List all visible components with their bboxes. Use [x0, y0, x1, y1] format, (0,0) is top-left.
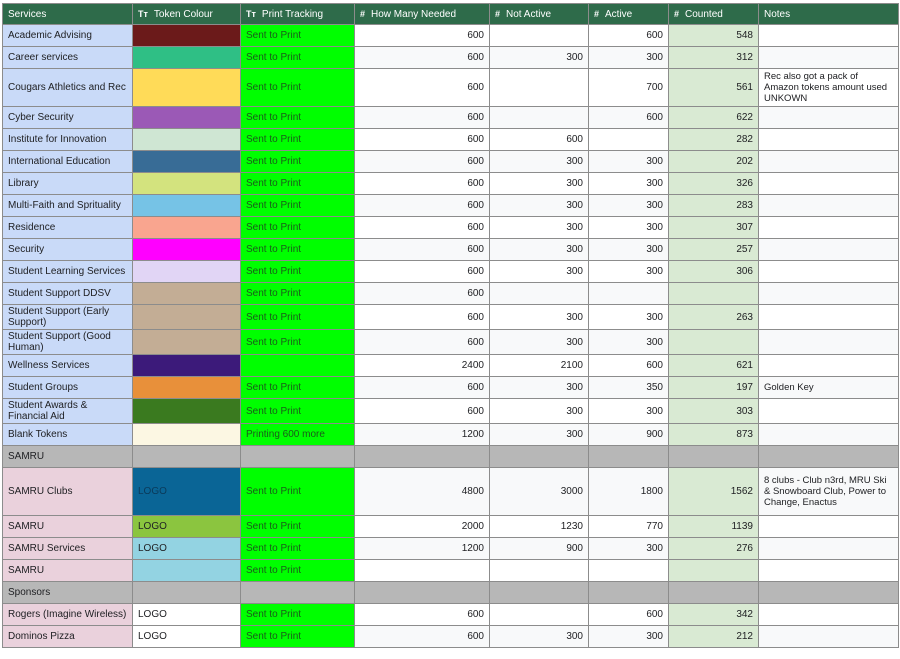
table-row — [3, 129, 899, 151]
token-colour-cell[interactable] — [133, 261, 241, 283]
print-tracking-cell[interactable]: Sent to Print — [241, 560, 355, 582]
how-many-needed-cell[interactable]: 600 — [355, 239, 490, 261]
section-empty-cell[interactable] — [241, 582, 355, 604]
notes-cell[interactable] — [759, 217, 899, 239]
not-active-cell[interactable]: 300 — [490, 217, 589, 239]
how-many-needed-cell[interactable]: 4800 — [355, 468, 490, 516]
table-row — [3, 516, 899, 538]
print-tracking-cell[interactable]: Sent to Print — [241, 330, 355, 355]
table-row — [3, 424, 899, 446]
not-active-cell[interactable]: 2100 — [490, 355, 589, 377]
table-row — [3, 626, 899, 648]
print-tracking-cell[interactable]: Sent to Print — [241, 195, 355, 217]
active-cell[interactable]: 300 — [589, 239, 669, 261]
token-colour-cell[interactable] — [133, 560, 241, 582]
table-row — [3, 47, 899, 69]
service-cell[interactable]: Library — [3, 173, 133, 195]
notes-cell[interactable] — [759, 330, 899, 355]
active-cell[interactable]: 600 — [589, 107, 669, 129]
token-colour-cell[interactable]: LOGO — [133, 538, 241, 560]
notes-cell[interactable] — [759, 399, 899, 424]
token-colour-cell[interactable]: LOGO — [133, 626, 241, 648]
how-many-needed-cell[interactable]: 600 — [355, 129, 490, 151]
print-tracking-cell[interactable]: Sent to Print — [241, 468, 355, 516]
counted-cell[interactable]: 342 — [669, 604, 759, 626]
active-cell[interactable]: 600 — [589, 25, 669, 47]
token-colour-cell[interactable] — [133, 25, 241, 47]
print-tracking-cell[interactable]: Sent to Print — [241, 69, 355, 107]
not-active-cell[interactable]: 3000 — [490, 468, 589, 516]
active-cell[interactable]: 300 — [589, 217, 669, 239]
number-type-icon: # — [674, 8, 680, 19]
section-empty-cell[interactable] — [759, 446, 899, 468]
table-row — [3, 217, 899, 239]
active-cell[interactable]: 770 — [589, 516, 669, 538]
how-many-needed-cell[interactable]: 600 — [355, 305, 490, 330]
not-active-cell[interactable] — [490, 560, 589, 582]
service-cell[interactable]: SAMRU — [3, 516, 133, 538]
counted-cell[interactable]: 307 — [669, 217, 759, 239]
how-many-needed-cell[interactable] — [355, 560, 490, 582]
how-many-needed-cell[interactable]: 1200 — [355, 424, 490, 446]
how-many-needed-cell[interactable]: 600 — [355, 47, 490, 69]
section-empty-cell[interactable] — [355, 582, 490, 604]
number-type-icon: # — [360, 8, 366, 19]
section-empty-cell[interactable] — [589, 582, 669, 604]
token-colour-cell[interactable]: LOGO — [133, 516, 241, 538]
notes-cell[interactable] — [759, 355, 899, 377]
notes-cell[interactable] — [759, 283, 899, 305]
service-cell[interactable]: International Education — [3, 151, 133, 173]
token-colour-cell[interactable] — [133, 283, 241, 305]
not-active-cell[interactable] — [490, 107, 589, 129]
section-empty-cell[interactable] — [355, 446, 490, 468]
table-row — [3, 305, 899, 330]
service-cell[interactable]: Academic Advising — [3, 25, 133, 47]
print-tracking-cell[interactable]: Sent to Print — [241, 516, 355, 538]
service-cell[interactable]: Student Awards & Financial Aid — [3, 399, 133, 424]
counted-cell[interactable] — [669, 330, 759, 355]
not-active-cell[interactable]: 300 — [490, 47, 589, 69]
notes-cell[interactable] — [759, 626, 899, 648]
service-cell[interactable]: Student Support DDSV — [3, 283, 133, 305]
active-cell[interactable]: 300 — [589, 151, 669, 173]
table-row — [3, 261, 899, 283]
table-row — [3, 25, 899, 47]
print-tracking-cell[interactable]: Sent to Print — [241, 217, 355, 239]
section-label[interactable]: Sponsors — [3, 582, 133, 604]
active-cell[interactable]: 300 — [589, 330, 669, 355]
counted-cell[interactable] — [669, 560, 759, 582]
not-active-cell[interactable]: 300 — [490, 626, 589, 648]
counted-cell[interactable]: 1139 — [669, 516, 759, 538]
counted-cell[interactable]: 1562 — [669, 468, 759, 516]
service-cell[interactable]: Residence — [3, 217, 133, 239]
counted-cell[interactable]: 303 — [669, 399, 759, 424]
how-many-needed-cell[interactable]: 600 — [355, 217, 490, 239]
print-tracking-cell[interactable]: Sent to Print — [241, 47, 355, 69]
print-tracking-cell[interactable]: Sent to Print — [241, 626, 355, 648]
how-many-needed-cell[interactable]: 600 — [355, 107, 490, 129]
token-colour-cell[interactable] — [133, 239, 241, 261]
counted-cell[interactable]: 548 — [669, 25, 759, 47]
not-active-cell[interactable]: 300 — [490, 305, 589, 330]
how-many-needed-cell[interactable]: 2000 — [355, 516, 490, 538]
counted-cell[interactable]: 873 — [669, 424, 759, 446]
how-many-needed-cell[interactable]: 600 — [355, 69, 490, 107]
counted-cell[interactable]: 257 — [669, 239, 759, 261]
table-row — [3, 330, 899, 355]
token-colour-cell[interactable] — [133, 305, 241, 330]
counted-cell[interactable]: 212 — [669, 626, 759, 648]
notes-cell[interactable] — [759, 151, 899, 173]
active-cell[interactable]: 300 — [589, 173, 669, 195]
not-active-cell[interactable]: 900 — [490, 538, 589, 560]
not-active-cell[interactable] — [490, 25, 589, 47]
not-active-cell[interactable] — [490, 69, 589, 107]
section-empty-cell[interactable] — [759, 582, 899, 604]
token-colour-cell[interactable] — [133, 217, 241, 239]
counted-cell[interactable]: 276 — [669, 538, 759, 560]
token-colour-cell[interactable] — [133, 195, 241, 217]
table-row — [3, 239, 899, 261]
service-cell[interactable]: Dominos Pizza — [3, 626, 133, 648]
service-cell[interactable]: SAMRU Clubs — [3, 468, 133, 516]
service-cell[interactable]: Cyber Security — [3, 107, 133, 129]
how-many-needed-cell[interactable]: 600 — [355, 151, 490, 173]
print-tracking-cell[interactable]: Sent to Print — [241, 305, 355, 330]
sheet-body — [3, 25, 899, 648]
table-row — [3, 195, 899, 217]
notes-cell[interactable]: Rec also got a pack of Amazon tokens amount used UNKOWN — [759, 69, 899, 107]
notes-cell[interactable]: Golden Key — [759, 377, 899, 399]
table-row — [3, 69, 899, 107]
counted-cell[interactable]: 621 — [669, 355, 759, 377]
section-empty-cell[interactable] — [669, 446, 759, 468]
notes-cell[interactable] — [759, 25, 899, 47]
counted-cell[interactable]: 326 — [669, 173, 759, 195]
print-tracking-cell[interactable] — [241, 355, 355, 377]
counted-cell[interactable]: 197 — [669, 377, 759, 399]
counted-cell[interactable] — [669, 283, 759, 305]
token-colour-cell[interactable] — [133, 330, 241, 355]
header-print-tracking[interactable]: Tт Print Tracking — [241, 4, 355, 25]
section-header-sponsors — [3, 582, 899, 604]
notes-cell[interactable] — [759, 261, 899, 283]
header-notes[interactable]: Notes — [759, 4, 899, 25]
active-cell[interactable]: 300 — [589, 626, 669, 648]
notes-cell[interactable] — [759, 424, 899, 446]
table-row — [3, 560, 899, 582]
token-colour-cell[interactable] — [133, 399, 241, 424]
services-sheet — [2, 3, 899, 648]
notes-cell[interactable] — [759, 195, 899, 217]
counted-cell[interactable]: 282 — [669, 129, 759, 151]
how-many-needed-cell[interactable]: 600 — [355, 377, 490, 399]
token-colour-cell[interactable]: LOGO — [133, 468, 241, 516]
header-token-colour[interactable]: Tт Token Colour — [133, 4, 241, 25]
header-not-active[interactable]: # Not Active — [490, 4, 589, 25]
active-cell[interactable]: 300 — [589, 47, 669, 69]
token-colour-cell[interactable] — [133, 69, 241, 107]
active-cell[interactable]: 350 — [589, 377, 669, 399]
not-active-cell[interactable]: 300 — [490, 399, 589, 424]
notes-cell[interactable] — [759, 173, 899, 195]
not-active-cell[interactable] — [490, 604, 589, 626]
active-cell[interactable]: 300 — [589, 195, 669, 217]
not-active-cell[interactable]: 600 — [490, 129, 589, 151]
how-many-needed-cell[interactable]: 600 — [355, 261, 490, 283]
print-tracking-cell[interactable]: Sent to Print — [241, 604, 355, 626]
print-tracking-cell[interactable]: Sent to Print — [241, 25, 355, 47]
section-empty-cell[interactable] — [490, 446, 589, 468]
table-row — [3, 468, 899, 516]
table-row — [3, 604, 899, 626]
notes-cell[interactable]: 8 clubs - Club n3rd, MRU Ski & Snowboard Club, Power to Change, Enactus — [759, 468, 899, 516]
not-active-cell[interactable]: 300 — [490, 195, 589, 217]
service-cell[interactable]: Cougars Athletics and Rec — [3, 69, 133, 107]
how-many-needed-cell[interactable]: 600 — [355, 283, 490, 305]
section-empty-cell[interactable] — [241, 446, 355, 468]
service-cell[interactable]: Student Learning Services — [3, 261, 133, 283]
print-tracking-cell[interactable]: Sent to Print — [241, 538, 355, 560]
token-colour-cell[interactable] — [133, 377, 241, 399]
service-cell[interactable]: Student Groups — [3, 377, 133, 399]
active-cell[interactable]: 300 — [589, 538, 669, 560]
table-row — [3, 151, 899, 173]
print-tracking-cell[interactable]: Printing 600 more — [241, 424, 355, 446]
text-type-icon: Tт — [246, 8, 256, 19]
notes-cell[interactable] — [759, 305, 899, 330]
notes-cell[interactable] — [759, 47, 899, 69]
section-empty-cell[interactable] — [490, 582, 589, 604]
print-tracking-cell[interactable]: Sent to Print — [241, 129, 355, 151]
active-cell[interactable]: 600 — [589, 355, 669, 377]
token-colour-cell[interactable] — [133, 424, 241, 446]
how-many-needed-cell[interactable]: 600 — [355, 195, 490, 217]
service-cell[interactable]: Rogers (Imagine Wireless) — [3, 604, 133, 626]
table-row — [3, 355, 899, 377]
not-active-cell[interactable]: 300 — [490, 151, 589, 173]
how-many-needed-cell[interactable]: 600 — [355, 399, 490, 424]
counted-cell[interactable]: 561 — [669, 69, 759, 107]
notes-cell[interactable] — [759, 129, 899, 151]
service-cell[interactable]: SAMRU — [3, 560, 133, 582]
notes-cell[interactable] — [759, 604, 899, 626]
service-cell[interactable]: Student Support (Early Support) — [3, 305, 133, 330]
section-empty-cell[interactable] — [133, 582, 241, 604]
number-type-icon: # — [594, 8, 600, 19]
text-type-icon: Tт — [138, 8, 148, 19]
header-services[interactable]: Services — [3, 4, 133, 25]
not-active-cell[interactable]: 1230 — [490, 516, 589, 538]
print-tracking-cell[interactable]: Sent to Print — [241, 151, 355, 173]
active-cell[interactable]: 700 — [589, 69, 669, 107]
counted-cell[interactable]: 263 — [669, 305, 759, 330]
not-active-cell[interactable]: 300 — [490, 239, 589, 261]
active-cell[interactable]: 1800 — [589, 468, 669, 516]
token-colour-cell[interactable] — [133, 129, 241, 151]
token-colour-cell[interactable]: LOGO — [133, 604, 241, 626]
not-active-cell[interactable]: 300 — [490, 173, 589, 195]
how-many-needed-cell[interactable]: 600 — [355, 604, 490, 626]
service-cell[interactable]: Security — [3, 239, 133, 261]
not-active-cell[interactable]: 300 — [490, 330, 589, 355]
active-cell[interactable]: 600 — [589, 604, 669, 626]
section-label[interactable]: SAMRU — [3, 446, 133, 468]
how-many-needed-cell[interactable]: 2400 — [355, 355, 490, 377]
table-row — [3, 107, 899, 129]
active-cell[interactable] — [589, 560, 669, 582]
token-colour-cell[interactable] — [133, 151, 241, 173]
notes-cell[interactable] — [759, 516, 899, 538]
service-cell[interactable]: SAMRU Services — [3, 538, 133, 560]
token-colour-cell[interactable] — [133, 47, 241, 69]
notes-cell[interactable] — [759, 538, 899, 560]
section-empty-cell[interactable] — [133, 446, 241, 468]
not-active-cell[interactable]: 300 — [490, 424, 589, 446]
counted-cell[interactable]: 306 — [669, 261, 759, 283]
service-cell[interactable]: Institute for Innovation — [3, 129, 133, 151]
counted-cell[interactable]: 622 — [669, 107, 759, 129]
section-empty-cell[interactable] — [669, 582, 759, 604]
counted-cell[interactable]: 312 — [669, 47, 759, 69]
service-cell[interactable]: Blank Tokens — [3, 424, 133, 446]
print-tracking-cell[interactable]: Sent to Print — [241, 283, 355, 305]
active-cell[interactable] — [589, 283, 669, 305]
how-many-needed-cell[interactable]: 600 — [355, 173, 490, 195]
not-active-cell[interactable]: 300 — [490, 377, 589, 399]
service-cell[interactable]: Wellness Services — [3, 355, 133, 377]
not-active-cell[interactable] — [490, 283, 589, 305]
how-many-needed-cell[interactable]: 600 — [355, 330, 490, 355]
print-tracking-cell[interactable]: Sent to Print — [241, 377, 355, 399]
not-active-cell[interactable]: 300 — [490, 261, 589, 283]
active-cell[interactable]: 300 — [589, 261, 669, 283]
active-cell[interactable] — [589, 129, 669, 151]
how-many-needed-cell[interactable]: 600 — [355, 25, 490, 47]
service-cell[interactable]: Student Support (Good Human) — [3, 330, 133, 355]
counted-cell[interactable]: 283 — [669, 195, 759, 217]
table-row — [3, 173, 899, 195]
table-row — [3, 377, 899, 399]
table-row — [3, 399, 899, 424]
counted-cell[interactable]: 202 — [669, 151, 759, 173]
token-colour-cell[interactable] — [133, 107, 241, 129]
service-cell[interactable]: Career services — [3, 47, 133, 69]
header-how-many-needed[interactable]: # How Many Needed — [355, 4, 490, 25]
table-row — [3, 283, 899, 305]
notes-cell[interactable] — [759, 239, 899, 261]
section-header-samru — [3, 446, 899, 468]
header-row — [3, 4, 899, 25]
print-tracking-cell[interactable]: Sent to Print — [241, 399, 355, 424]
header-active[interactable]: # Active — [589, 4, 669, 25]
active-cell[interactable]: 300 — [589, 305, 669, 330]
section-empty-cell[interactable] — [589, 446, 669, 468]
header-counted[interactable]: # Counted — [669, 4, 759, 25]
how-many-needed-cell[interactable]: 1200 — [355, 538, 490, 560]
notes-cell[interactable] — [759, 560, 899, 582]
print-tracking-cell[interactable]: Sent to Print — [241, 261, 355, 283]
token-colour-cell[interactable] — [133, 173, 241, 195]
print-tracking-cell[interactable]: Sent to Print — [241, 107, 355, 129]
token-colour-cell[interactable] — [133, 355, 241, 377]
active-cell[interactable]: 900 — [589, 424, 669, 446]
how-many-needed-cell[interactable]: 600 — [355, 626, 490, 648]
service-cell[interactable]: Multi-Faith and Sprituality — [3, 195, 133, 217]
print-tracking-cell[interactable]: Sent to Print — [241, 239, 355, 261]
print-tracking-cell[interactable]: Sent to Print — [241, 173, 355, 195]
table-row — [3, 538, 899, 560]
notes-cell[interactable] — [759, 107, 899, 129]
number-type-icon: # — [495, 8, 501, 19]
active-cell[interactable]: 300 — [589, 399, 669, 424]
